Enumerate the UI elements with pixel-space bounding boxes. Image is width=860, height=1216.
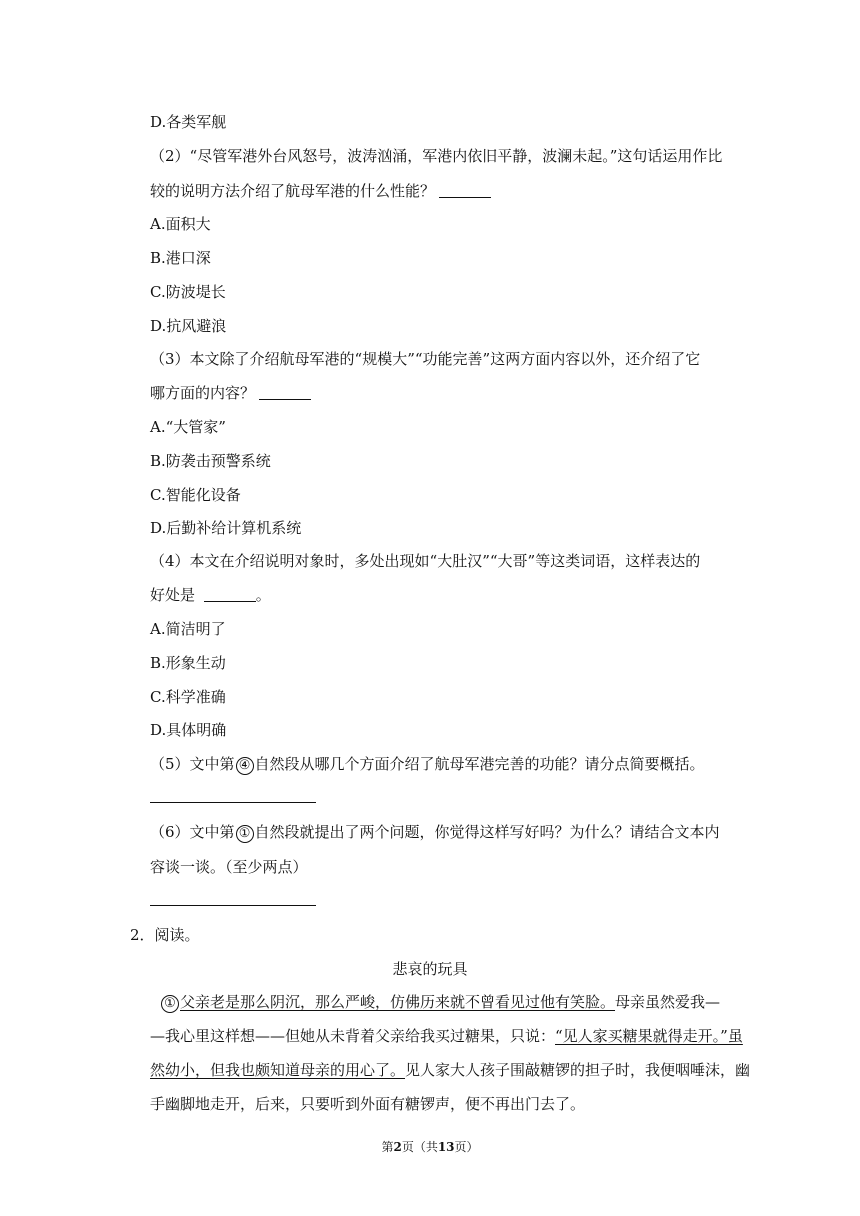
- q1-sub6-pre: （6）文中第: [150, 823, 235, 841]
- q1-sub2-option-a: A.面积大: [150, 215, 211, 233]
- q1-sub2-option-c: C.防波堤长: [150, 283, 226, 301]
- q1-sub4-option-d: D.具体明确: [150, 721, 227, 739]
- passage-para1-line2: [150, 1026, 743, 1046]
- answer-blank[interactable]: [439, 183, 491, 198]
- answer-blank[interactable]: [204, 587, 256, 602]
- footer-mid: 页（共: [401, 1140, 438, 1154]
- q1-sub4-line2: [150, 585, 271, 605]
- passage-para1-line4: 手幽脚地走开，后来，只要听到外面有糖锣声，便不再出门去了。: [150, 1095, 586, 1113]
- q1-sub2-option-b: B.港口深: [150, 249, 211, 267]
- q1-sub6-line2: 容谈一谈。（至少两点）: [150, 858, 308, 876]
- footer-post: 页）: [454, 1140, 479, 1154]
- q1-sub5-line: [150, 754, 705, 775]
- q1-sub2-line2: [150, 181, 491, 201]
- para1-l1-rest: 母亲虽然爱我—: [615, 993, 721, 1011]
- q1-sub5-pre: （5）文中第: [150, 755, 235, 773]
- footer-page-number: 2: [393, 1140, 402, 1154]
- q1-sub3-option-d: D.后勤补给计算机系统: [150, 519, 302, 537]
- passage-para1-line1: [160, 992, 720, 1013]
- q1-sub4-option-b: B.形象生动: [150, 654, 226, 672]
- q1-sub3-option-a: A.“大管家”: [150, 418, 226, 436]
- q1-sub4-option-a: A.简洁明了: [150, 620, 226, 638]
- q1-sub4-line2-post: 。: [255, 586, 271, 604]
- q1-sub2-line2-text: 较的说明方法介绍了航母军港的什么性能？: [150, 182, 436, 200]
- passage-title: 悲哀的玩具: [392, 960, 468, 978]
- answer-blank[interactable]: [259, 385, 311, 400]
- para1-l2-pre: —我心里这样想——但她从未背着父亲给我买过糖果，只说：: [150, 1027, 556, 1045]
- footer-pre: 第: [381, 1140, 394, 1154]
- q1-sub4-line1: （4）本文在介绍说明对象时，多处出现如“大肚汉”“大哥”等这类词语，这样表达的: [150, 552, 701, 570]
- q1-sub3-line2-text: 哪方面的内容？: [150, 384, 256, 402]
- q1-sub3-option-c: C.智能化设备: [150, 486, 241, 504]
- q1-sub4-line2-pre: 好处是: [150, 586, 200, 604]
- paragraph-number-4: ④: [236, 757, 254, 775]
- q1-sub4-option-c: C.科学准确: [150, 688, 226, 706]
- paragraph-number-1: ①: [161, 995, 179, 1013]
- q1-sub2-option-d: D.抗风避浪: [150, 317, 227, 335]
- q1-sub1-option-d: D.各类军舰: [150, 113, 227, 131]
- underlined-quote: “见人家买糖果就得走开。”虽: [555, 1027, 743, 1045]
- q1-sub3-option-b: B.防袭击预警系统: [150, 452, 271, 470]
- footer-total-pages: 13: [437, 1140, 455, 1154]
- paragraph-number-1: ①: [236, 825, 254, 843]
- underlined-sentence: 父亲老是那么阴沉，那么严峻，仿佛历来就不曾看见过他有笑脸。: [180, 993, 616, 1011]
- underlined-sentence: 然幼小，但我也颇知道母亲的用心了。: [150, 1061, 406, 1079]
- para1-l3-rest: 见人家大人孩子围敲糖锣的担子时，我便咽唾沫，幽: [405, 1061, 751, 1079]
- q2-heading: 2．阅读。: [130, 926, 200, 944]
- answer-line[interactable]: [150, 905, 316, 906]
- q1-sub6-line1: [150, 822, 720, 843]
- q1-sub2-line1: （2）“尽管军港外台风怒号，波涛汹涌，军港内依旧平静，波澜未起。”这句话运用作比: [150, 147, 723, 165]
- answer-line[interactable]: [150, 802, 316, 803]
- q1-sub3-line2: [150, 383, 311, 403]
- passage-para1-line3: [150, 1060, 750, 1080]
- page-footer: [0, 1138, 860, 1155]
- q1-sub6-post: 自然段就提出了两个问题，你觉得这样写好吗？为什么？请结合文本内: [254, 823, 720, 841]
- q1-sub3-line1: （3）本文除了介绍航母军港的“规模大”“功能完善”这两方面内容以外，还介绍了它: [150, 350, 701, 368]
- q1-sub5-post: 自然段从哪几个方面介绍了航母军港完善的功能？请分点简要概括。: [254, 755, 705, 773]
